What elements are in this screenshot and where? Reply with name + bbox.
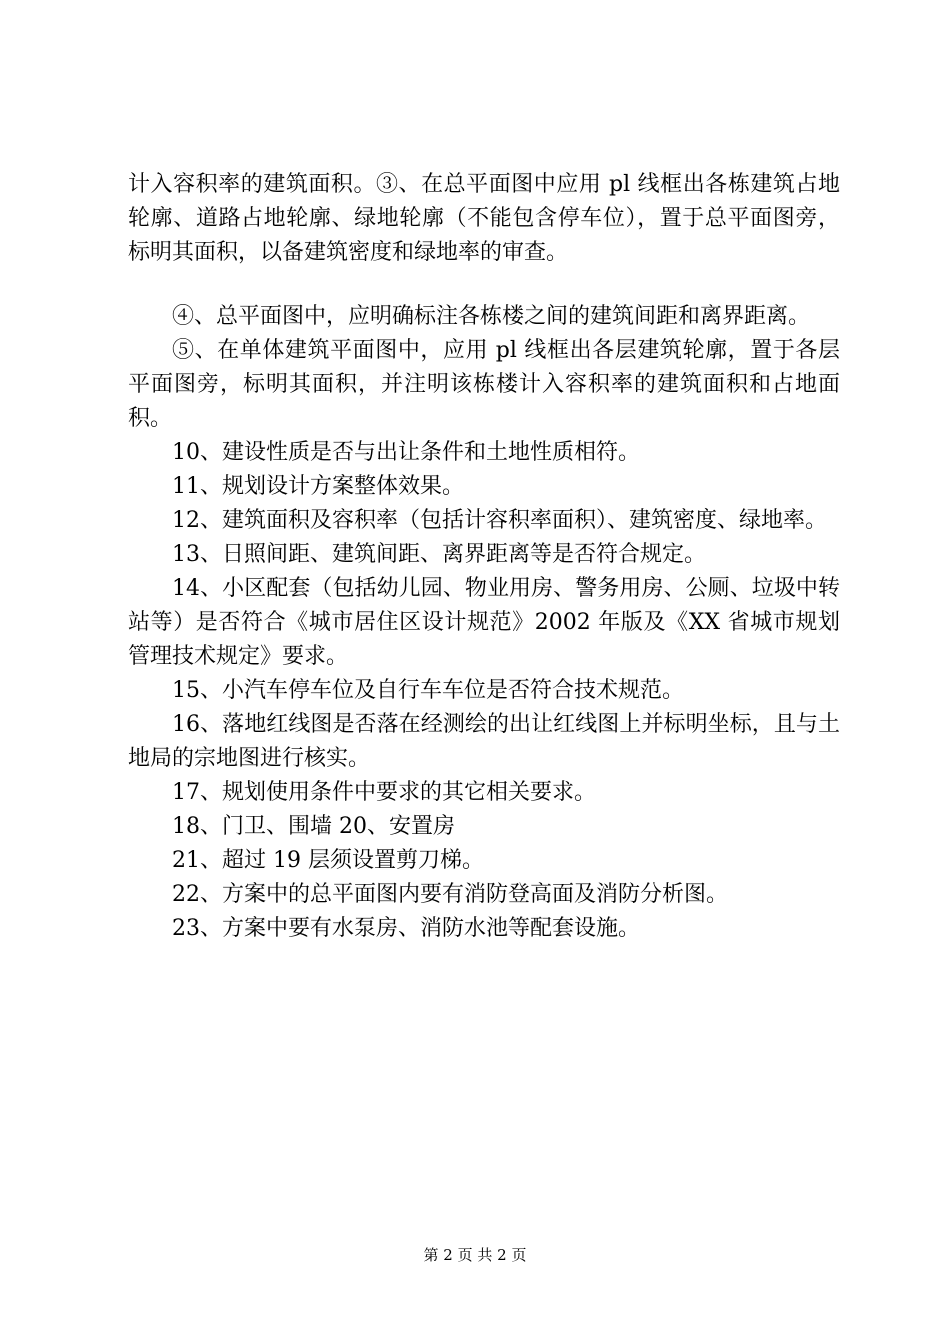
paragraph-item-18: 18、门卫、围墙 20、安置房 — [172, 814, 455, 839]
paragraph-item-15: 15、小汽车停车位及自行车车位是否符合技术规范。 — [172, 678, 684, 703]
paragraph-item-13: 13、日照间距、建筑间距、离界距离等是否符合规定。 — [172, 542, 706, 567]
paragraph-item-16: 16、落地红线图是否落在经测绘的出让红线图上并标明坐标，且与土地局的宗地图进行核实。 — [128, 712, 840, 771]
paragraph-item-21: 21、超过 19 层须设置剪刀梯。 — [172, 848, 484, 873]
paragraph-item-4: ④、总平面图中，应明确标注各栋楼之间的建筑间距和离界距离。 — [172, 304, 811, 329]
document-body — [128, 168, 840, 946]
paragraph-item-14: 14、小区配套（包括幼儿园、物业用房、警务用房、公厕、垃圾中转站等）是否符合《城市居住区设计规范》2002 年版及《XX 省城市规划管理技术规定》要求。 — [128, 576, 840, 669]
paragraph-item-23: 23、方案中要有水泵房、消防水池等配套设施。 — [172, 916, 640, 941]
paragraph-continuation: 计入容积率的建筑面积。③、在总平面图中应用 pl 线框出各栋建筑占地轮廓、道路占地轮廓、绿地轮廓（不能包含停车位），置于总平面图旁，标明其面积，以备建筑密度和绿地率的审查。 — [128, 172, 840, 265]
paragraph-item-11: 11、规划设计方案整体效果。 — [172, 474, 464, 499]
page-number-label: 第 2 页 共 2 页 — [423, 1246, 527, 1264]
paragraph-item-22: 22、方案中的总平面图内要有消防登高面及消防分析图。 — [172, 882, 728, 907]
paragraph-item-17: 17、规划使用条件中要求的其它相关要求。 — [172, 780, 596, 805]
paragraph-item-12: 12、建筑面积及容积率（包括计容积率面积）、建筑密度、绿地率。 — [172, 508, 827, 533]
page-footer — [0, 1245, 950, 1265]
paragraph-item-5: ⑤、在单体建筑平面图中，应用 pl 线框出各层建筑轮廓，置于各层平面图旁，标明其面积，并注明该栋楼计入容积率的建筑面积和占地面积。 — [128, 338, 840, 431]
paragraph-item-10: 10、建设性质是否与出让条件和土地性质相符。 — [172, 440, 640, 465]
